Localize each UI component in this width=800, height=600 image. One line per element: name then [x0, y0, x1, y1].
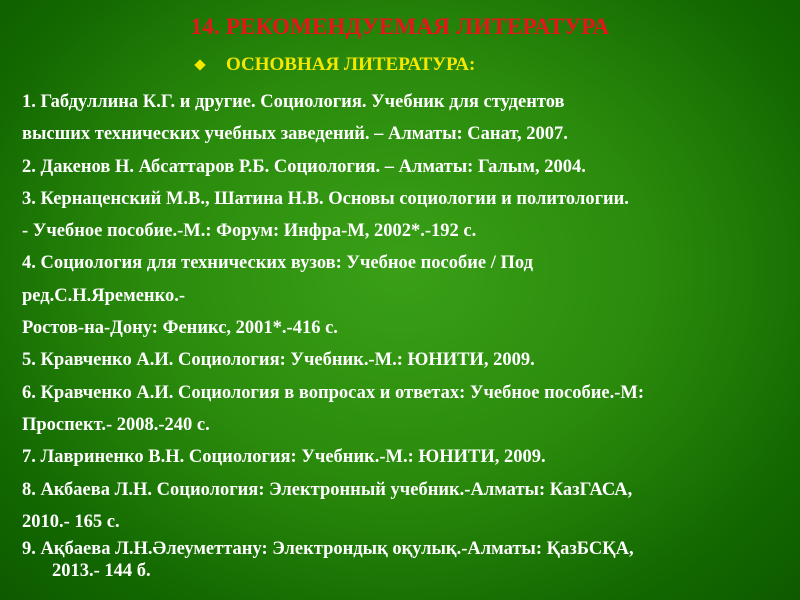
reference-line: 8. Акбаева Л.Н. Социология: Электронный учебник.-Алматы: КазГАСА,: [22, 479, 633, 500]
reference-line: 2013.- 144 б.: [52, 561, 151, 582]
reference-line: 9. Ақбаева Л.Н.Әлеуметтану: Электрондық оқулық.-Алматы: ҚазБСҚА,: [22, 539, 634, 560]
reference-line: 2. Дакенов Н. Абсаттаров Р.Б. Социология. – Алматы: Галым, 2004.: [22, 156, 586, 177]
reference-list: [22, 86, 792, 582]
reference-line: 7. Лавриненко В.Н. Социология: Учебник.-М.: ЮНИТИ, 2009.: [22, 447, 546, 468]
reference-line: 4. Социология для технических вузов: Учебное пособие / Под: [22, 253, 533, 274]
section-heading-label: ОСНОВНАЯ ЛИТЕРАТУРА:: [226, 54, 476, 75]
reference-line: ред.С.Н.Яременко.-: [22, 285, 186, 306]
section-heading: [196, 54, 475, 76]
reference-line: 2010.- 165 с.: [22, 511, 120, 532]
reference-line: высших технических учебных заведений. – Алматы: Санат, 2007.: [22, 124, 568, 145]
reference-line: 1. Габдуллина К.Г. и другие. Социология. Учебник для студентов: [22, 92, 565, 112]
reference-line: 6. Кравченко А.И. Социология в вопросах и ответах: Учебное пособие.-М:: [22, 382, 644, 403]
reference-line: Проспект.- 2008.-240 с.: [22, 414, 210, 435]
reference-line: 5. Кравченко А.И. Социология: Учебник.-М.: ЮНИТИ, 2009.: [22, 350, 535, 371]
diamond-bullet-icon: [194, 59, 205, 70]
reference-line: - Учебное пособие.-М.: Форум: Инфра-М, 2002*.-192 с.: [22, 221, 477, 242]
page-title: 14. РЕКОМЕНДУЕМАЯ ЛИТЕРАТУРА: [190, 14, 610, 39]
reference-line: 3. Кернаценский М.В., Шатина Н.В. Основы социологии и политологии.: [22, 188, 629, 209]
reference-line: Ростов-на-Дону: Феникс, 2001*.-416 с.: [22, 318, 338, 339]
